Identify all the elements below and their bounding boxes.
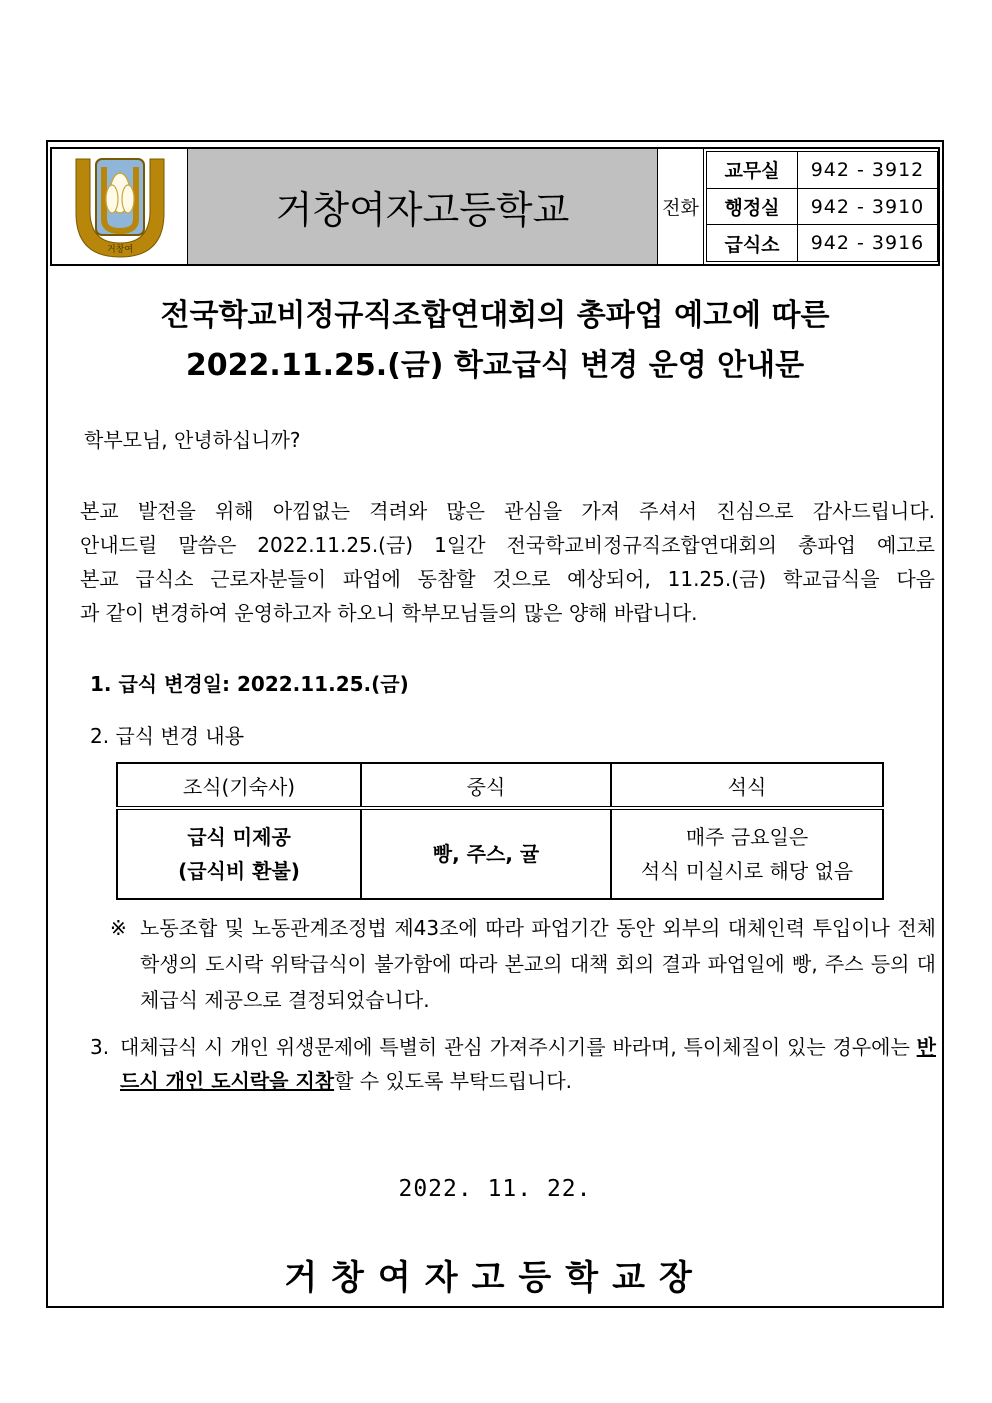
school-name-banner <box>188 149 658 264</box>
paragraph-line: 과 같이 변경하여 운영하고자 하오니 학부모님들의 많은 양해 바랍니다. <box>80 601 698 625</box>
school-logo <box>52 149 188 264</box>
intro-paragraph <box>80 494 935 630</box>
phone-number: 942 - 3910 <box>810 195 925 218</box>
greeting: 학부모님, 안녕하십니까? <box>84 428 301 452</box>
hygiene-emphasis: 반드시 개인 도시락을 지참 <box>120 1035 936 1093</box>
breakfast-line: 급식 미제공 <box>187 825 291 849</box>
issue-date: 2022. 11. 22. <box>398 1176 592 1202</box>
change-date-item: 1. 급식 변경일: 2022.11.25.(금) <box>90 672 409 696</box>
letterhead <box>50 147 940 266</box>
table-header-row <box>117 763 883 808</box>
phone-row <box>706 188 938 225</box>
hygiene-text-before: 대체급식 시 개인 위생문제에 특별히 관심 가져주시기를 바라며, 특이체질이 있는 경우에는 <box>120 1035 917 1059</box>
meal-change-table <box>116 762 884 900</box>
paragraph-line: 안내드릴 말씀은 2022.11.25.(금) 1일간 전국학교비정규직조합연대회의 총파업 예고로 <box>80 533 935 557</box>
phone-number: 942 - 3916 <box>810 232 925 255</box>
cell-breakfast <box>117 808 361 899</box>
header-dinner: 석식 <box>611 763 883 808</box>
phone-row <box>706 224 938 262</box>
breakfast-line: (급식비 환불) <box>178 859 300 883</box>
header-breakfast: 조식(기숙사) <box>117 763 361 808</box>
phone-dept: 급식소 <box>707 225 798 261</box>
cell-lunch: 빵, 주스, 귤 <box>361 808 611 899</box>
document-title-line1: 전국학교비정규직조합연대회의 총파업 예고에 따른 <box>160 298 830 333</box>
phone-dept: 교무실 <box>707 152 798 188</box>
legal-note <box>110 910 936 1018</box>
paragraph-line: 본교 급식소 근로자분들이 파업에 동참할 것으로 예상되어, 11.25.(금) 학교급식을 다음 <box>80 567 935 591</box>
phone-table <box>704 149 938 264</box>
note-text: 노동조합 및 노동관계조정법 제43조에 따라 파업기간 동안 외부의 대체인력 투입이나 전체 학생의 도시락 위탁급식이 불가함에 따라 본교의 대책 회의 결과 파업일에 빵, 주스 등의 대체급식 제공으로 결정되었습니다. <box>140 916 936 1012</box>
hygiene-text <box>120 1030 936 1098</box>
document-title-line2: 2022.11.25.(금) 학교급식 변경 운영 안내문 <box>185 348 805 383</box>
hygiene-text-after: 할 수 있도록 부탁드립니다. <box>334 1069 573 1093</box>
hygiene-item <box>90 1030 936 1098</box>
note-mark: ※ <box>110 916 127 940</box>
school-emblem-icon <box>68 153 172 261</box>
phone-number: 942 - 3912 <box>810 158 925 181</box>
item-number: 3. <box>90 1035 110 1059</box>
paragraph-line: 본교 발전을 위해 아낌없는 격려와 많은 관심을 가져 주셔서 진심으로 감사드립니다. <box>80 499 935 523</box>
logo-text: 거창여 <box>106 244 133 255</box>
phone-dept: 행정실 <box>707 189 798 225</box>
dinner-line: 석식 미실시로 해당 없음 <box>640 859 854 883</box>
principal-signature: 거창여자고등학교장 <box>284 1258 706 1298</box>
dinner-line: 매주 금요일은 <box>685 825 809 849</box>
phone-label: 전화 <box>658 149 704 264</box>
cell-dinner <box>611 808 883 899</box>
school-name: 거창여자고등학교 <box>275 188 570 232</box>
change-content-item: 2. 급식 변경 내용 <box>90 724 245 748</box>
table-row <box>117 808 883 899</box>
header-lunch: 중식 <box>361 763 611 808</box>
phone-row <box>706 151 938 188</box>
